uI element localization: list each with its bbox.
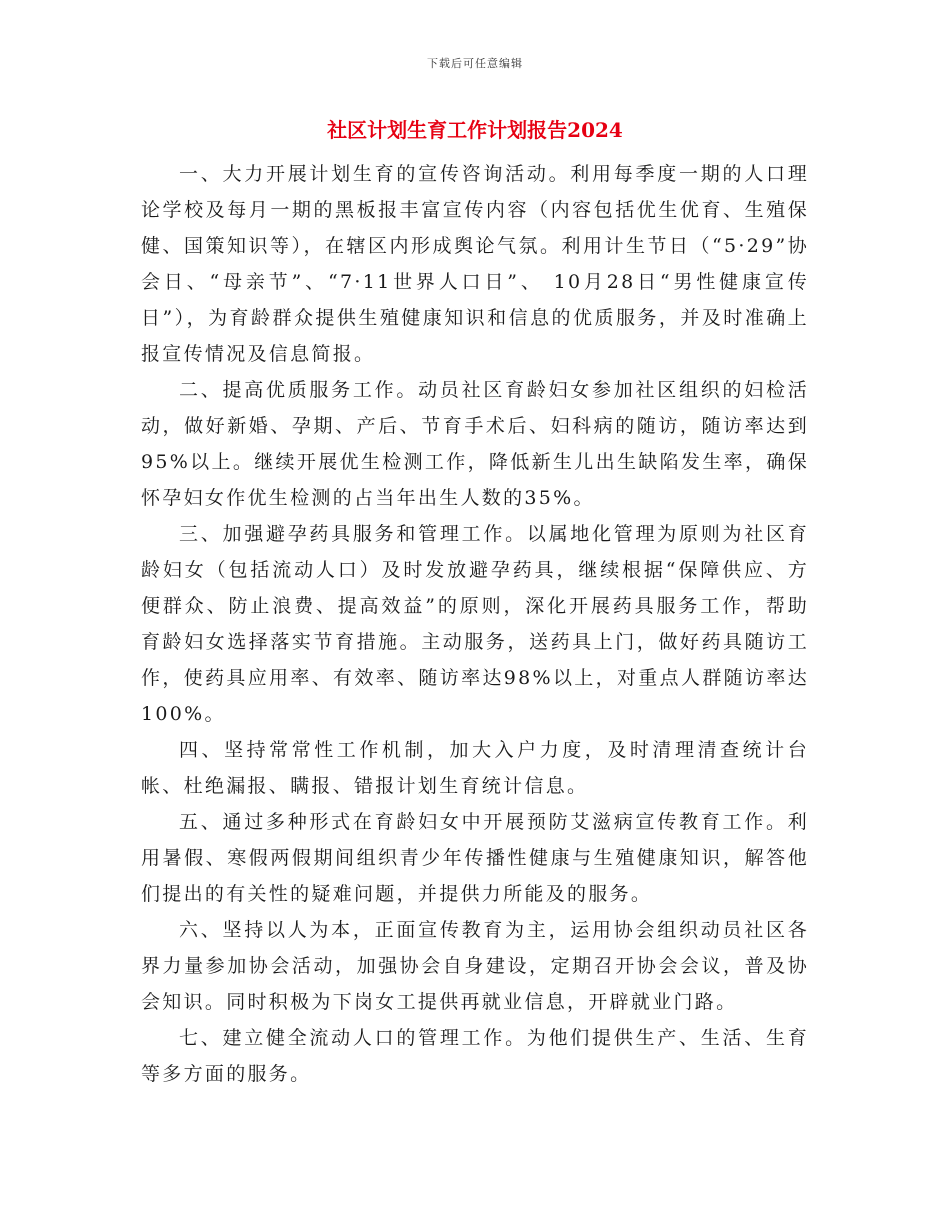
paragraph-3: 三、加强避孕药具服务和管理工作。以属地化管理为原则为社区育龄妇女（包括流动人口）及时发放避孕药具，继续根据“保障供应、方便群众、防止浪费、提高效益”的原则，深化开展药具服务工作，帮助育龄妇女选择落实节育措施。主动服务，送药具上门，做好药具随访工作，使药具应用率、有效率、随访率达98%以上，对重点人群随访率达100%。: [141, 523, 809, 725]
page-header-note: 下载后可任意编辑: [427, 57, 523, 70]
paragraph-7: 七、建立健全流动人口的管理工作。为他们提供生产、生活、生育等多方面的服务。: [141, 1027, 809, 1085]
paragraph-6: 六、坚持以人为本，正面宣传教育为主，运用协会组织动员社区各界力量参加协会活动，加强协会自身建设，定期召开协会会议，普及协会知识。同时积极为下岗女工提供再就业信息，开辟就业门路。: [141, 919, 809, 1013]
paragraph-4: 四、坚持常常性工作机制，加大入户力度，及时清理清查统计台帐、杜绝漏报、瞒报、错报计划生育统计信息。: [141, 739, 809, 797]
document-title: 社区计划生育工作计划报告2024: [327, 118, 623, 142]
paragraph-2: 二、提高优质服务工作。动员社区育龄妇女参加社区组织的妇检活动，做好新婚、孕期、产后、节育手术后、妇科病的随访，随访率达到95%以上。继续开展优生检测工作，降低新生儿出生缺陷发生率，确保怀孕妇女作优生检测的占当年出生人数的35%。: [141, 379, 809, 509]
document-body: [141, 156, 809, 1092]
paragraph-1: 一、大力开展计划生育的宣传咨询活动。利用每季度一期的人口理论学校及每月一期的黑板报丰富宣传内容（内容包括优生优育、生殖保健、国策知识等），在辖区内形成舆论气氛。利用计生节日（“5·29”协会日、“母亲节”、“7·11世界人口日”、 10月28日“男性健康宣传日”），为育龄群众提供生殖健康知识和信息的优质服务，并及时准确上报宣传情况及信息简报。: [141, 163, 809, 365]
paragraph-5: 五、通过多种形式在育龄妇女中开展预防艾滋病宣传教育工作。利用暑假、寒假两假期间组织青少年传播性健康与生殖健康知识，解答他们提出的有关性的疑难问题，并提供力所能及的服务。: [141, 811, 809, 905]
